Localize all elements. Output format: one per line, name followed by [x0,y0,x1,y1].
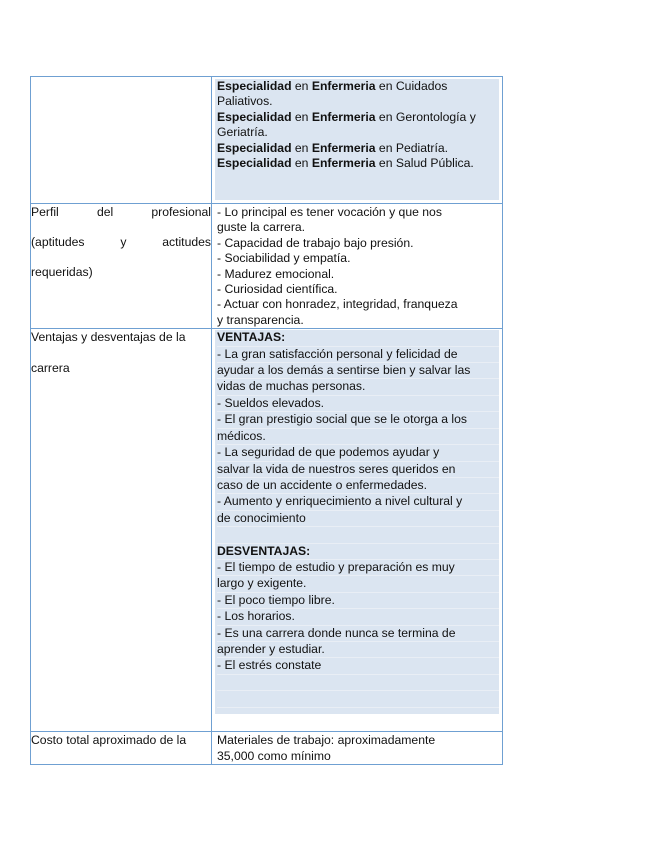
table-row-cost [31,732,503,765]
desventaja-item: largo y exigente. [217,576,499,592]
ventaja-item: médicos. [217,429,499,445]
profile-item: y transparencia. [217,312,304,327]
cost-line: 35,000 como mínimo [217,748,331,763]
desventaja-item: - El estrés constate [217,658,499,674]
table-row-advantages [31,329,503,732]
ventaja-item: de conocimiento [217,511,499,527]
row-label-empty [31,77,212,204]
cost-line: Materiales de trabajo: aproximadamente [217,733,436,748]
desventaja-item: aprender y estudiar. [217,642,499,658]
profile-item: - Curiosidad científica. [217,282,338,297]
ventaja-item: salvar la vida de nuestros seres queridos en [217,462,499,478]
profile-label-line: Perfil del profesional [31,205,211,219]
table-row-specialties [31,77,503,204]
profile-label-cell [31,204,212,329]
cost-details [212,732,502,764]
ventaja-item: vidas de muchas personas. [217,379,499,395]
profile-label-line: requeridas) [31,265,93,279]
blank-line [217,691,499,707]
blank-line [217,675,499,691]
desventaja-item: - Es una carrera donde nunca se termina de [217,626,499,642]
desventajas-heading: DESVENTAJAS: [217,544,499,560]
career-info-table [30,76,503,765]
ventajas-heading: VENTAJAS: [217,330,499,346]
specialty-line: Especialidad en Enfermeria en Gerontología y [217,109,476,124]
desventaja-item: - El poco tiempo libre. [217,593,499,609]
desventaja-item: - El tiempo de estudio y preparación es muy [217,560,499,576]
specialty-line: Especialidad en Enfermeria en Salud Pública. [217,156,474,171]
specialty-line: Especialidad en Enfermeria en Cuidados [217,79,448,93]
profile-item: - Sociabilidad y empatía. [217,251,351,266]
advantages-content-cell [212,329,503,732]
specialty-line: Geriatría. [217,125,268,140]
specialty-line: Paliativos. [217,94,273,109]
table-row-profile [31,204,503,329]
ventaja-item: ayudar a los demás a sentirse bien y salvar las [217,363,499,379]
desventaja-item: - Los horarios. [217,609,499,625]
ventaja-item: caso de un accidente o enfermedades. [217,478,499,494]
cost-content-cell [212,732,503,765]
profile-item: - Lo principal es tener vocación y que nos [217,205,442,219]
advantages-label-cell [31,329,212,732]
advantages-list [215,330,499,714]
profile-label-line: (aptitudes y actitudes [31,235,211,249]
cost-label: Costo total aproximado de la [31,733,187,748]
profile-item: guste la carrera. [217,220,306,235]
ventaja-item: - La gran satisfacción personal y felicidad de [217,347,499,363]
ventaja-item: - Sueldos elevados. [217,396,499,412]
ventaja-item: - La seguridad de que podemos ayudar y [217,445,499,461]
ventaja-item: - Aumento y enriquecimiento a nivel cultural y [217,494,499,510]
blank-line [217,527,499,543]
profile-item: - Capacidad de trabajo bajo presión. [217,235,414,250]
cost-label-cell [31,732,212,765]
advantages-label-line: Ventajas y desventajas de la [31,330,186,345]
specialty-line: Especialidad en Enfermeria en Pediatría. [217,140,449,155]
profile-item: - Actuar con honradez, integridad, franqueza [217,297,458,312]
profile-item: - Madurez emocional. [217,266,335,281]
advantages-label-line: carrera [31,360,70,375]
specialties-list [215,79,499,200]
profile-list [212,204,502,328]
profile-content-cell [212,204,503,329]
ventaja-item: - El gran prestigio social que se le otorga a los [217,412,499,428]
specialties-cell [212,77,503,204]
